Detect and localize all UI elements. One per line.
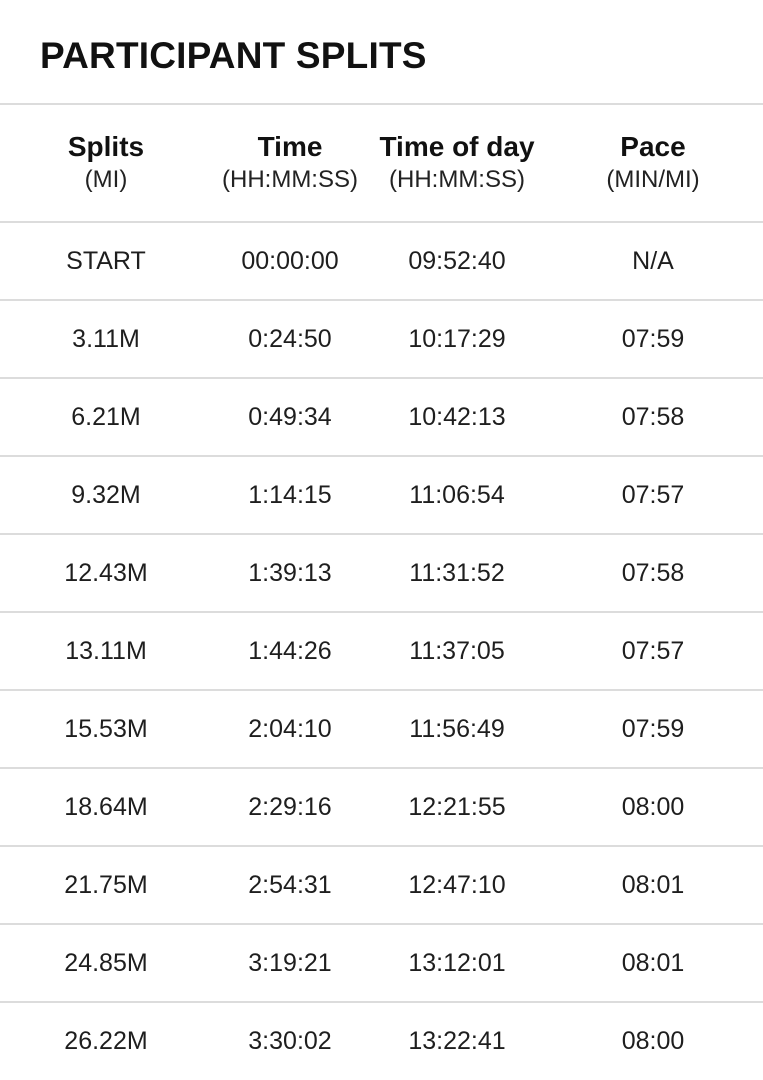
cell-time-of-day-value: 11:37:05 [409, 637, 505, 665]
cell-time-value: 3:19:21 [248, 949, 332, 977]
cell-time [200, 1003, 380, 1079]
cell-time-of-day [370, 769, 544, 845]
cell-time [200, 613, 380, 689]
cell-pace [556, 535, 750, 611]
cell-split [20, 301, 192, 377]
cell-split-value: 24.85M [64, 949, 148, 977]
table-row [0, 1003, 763, 1079]
cell-pace [556, 223, 750, 299]
table-body [0, 223, 763, 1079]
cell-time-value: 0:24:50 [248, 325, 332, 353]
cell-time-value: 0:49:34 [248, 403, 332, 431]
cell-split [20, 1003, 192, 1079]
cell-time-value: 00:00:00 [241, 247, 339, 275]
table-row [0, 301, 763, 377]
cell-split [20, 691, 192, 767]
cell-time-of-day [370, 613, 544, 689]
cell-split [20, 223, 192, 299]
cell-time-of-day [370, 691, 544, 767]
cell-time-of-day-value: 13:12:01 [408, 949, 506, 977]
cell-time-of-day-value: 13:22:41 [408, 1027, 506, 1055]
cell-pace [556, 925, 750, 1001]
cell-split [20, 535, 192, 611]
cell-pace-value: 07:59 [621, 325, 685, 353]
cell-time-of-day [370, 1003, 544, 1079]
table-row [0, 457, 763, 533]
cell-split [20, 925, 192, 1001]
cell-split [20, 457, 192, 533]
table-row [0, 769, 763, 845]
header-splits-label: Splits [67, 131, 145, 162]
cell-split-value: 21.75M [64, 871, 148, 899]
cell-pace-value: 08:00 [621, 1027, 685, 1055]
cell-time [200, 691, 380, 767]
cell-time-of-day-value: 09:52:40 [408, 247, 506, 275]
cell-split-value: 12.43M [64, 559, 148, 587]
cell-pace-value: 08:00 [621, 793, 685, 821]
cell-time-of-day [370, 223, 544, 299]
header-time-of-day [370, 105, 544, 221]
cell-time-of-day-value: 12:21:55 [408, 793, 506, 821]
cell-pace-value: 07:58 [621, 403, 685, 431]
cell-time-value: 1:39:13 [248, 559, 332, 587]
cell-time-of-day [370, 457, 544, 533]
cell-time-value: 2:54:31 [248, 871, 332, 899]
cell-split [20, 613, 192, 689]
cell-time-of-day [370, 847, 544, 923]
table-header [0, 105, 763, 221]
cell-time-value: 3:30:02 [248, 1027, 332, 1055]
header-time-unit: (HH:MM:SS) [222, 166, 358, 193]
cell-time-of-day [370, 301, 544, 377]
splits-table [0, 103, 763, 1079]
cell-pace-value: 08:01 [621, 871, 685, 899]
header-time-of-day-label: Time of day [379, 131, 535, 162]
header-time-label: Time [257, 131, 323, 162]
page-title: PARTICIPANT SPLITS [40, 35, 427, 76]
header-splits-unit: (MI) [84, 166, 128, 193]
cell-time-value: 1:14:15 [248, 481, 332, 509]
header-pace-label: Pace [620, 131, 686, 162]
cell-time-value: 2:04:10 [248, 715, 332, 743]
table-row [0, 379, 763, 455]
table-row [0, 613, 763, 689]
cell-time-value: 2:29:16 [248, 793, 332, 821]
cell-pace-value: 08:01 [621, 949, 685, 977]
cell-split-value: START [66, 247, 146, 275]
cell-time [200, 535, 380, 611]
cell-pace [556, 457, 750, 533]
cell-time-of-day [370, 535, 544, 611]
cell-pace [556, 691, 750, 767]
cell-pace-value: 07:57 [621, 637, 685, 665]
cell-pace [556, 613, 750, 689]
cell-split-value: 13.11M [65, 637, 147, 665]
table-row [0, 925, 763, 1001]
cell-pace [556, 769, 750, 845]
cell-pace-value: 07:58 [621, 559, 685, 587]
cell-pace [556, 379, 750, 455]
cell-split [20, 769, 192, 845]
cell-time [200, 223, 380, 299]
cell-split [20, 847, 192, 923]
header-pace [556, 105, 750, 221]
cell-time [200, 301, 380, 377]
table-row [0, 535, 763, 611]
cell-time [200, 847, 380, 923]
cell-split-value: 18.64M [64, 793, 148, 821]
cell-time [200, 925, 380, 1001]
header-time-of-day-unit: (HH:MM:SS) [389, 166, 525, 193]
cell-time-of-day [370, 379, 544, 455]
cell-pace-value: 07:59 [621, 715, 685, 743]
cell-pace [556, 301, 750, 377]
table-row [0, 223, 763, 299]
cell-pace-value: 07:57 [621, 481, 685, 509]
cell-time [200, 379, 380, 455]
cell-time-of-day-value: 11:31:52 [409, 559, 505, 587]
cell-time [200, 457, 380, 533]
header-pace-unit: (MIN/MI) [606, 166, 700, 193]
cell-time-of-day-value: 11:06:54 [409, 481, 505, 509]
cell-split-value: 26.22M [64, 1027, 148, 1055]
cell-time-of-day-value: 10:42:13 [408, 403, 506, 431]
header-time [200, 105, 380, 221]
cell-time-of-day-value: 10:17:29 [408, 325, 506, 353]
cell-pace [556, 847, 750, 923]
cell-pace-value: N/A [632, 247, 674, 275]
cell-pace [556, 1003, 750, 1079]
cell-time-value: 1:44:26 [248, 637, 332, 665]
cell-time-of-day [370, 925, 544, 1001]
cell-split-value: 6.21M [71, 403, 141, 431]
table-row [0, 847, 763, 923]
cell-split [20, 379, 192, 455]
table-row [0, 691, 763, 767]
cell-split-value: 15.53M [64, 715, 148, 743]
cell-time-of-day-value: 12:47:10 [408, 871, 506, 899]
cell-split-value: 9.32M [71, 481, 141, 509]
cell-time-of-day-value: 11:56:49 [409, 715, 505, 743]
cell-split-value: 3.11M [72, 325, 140, 353]
header-splits [20, 105, 192, 221]
cell-time [200, 769, 380, 845]
